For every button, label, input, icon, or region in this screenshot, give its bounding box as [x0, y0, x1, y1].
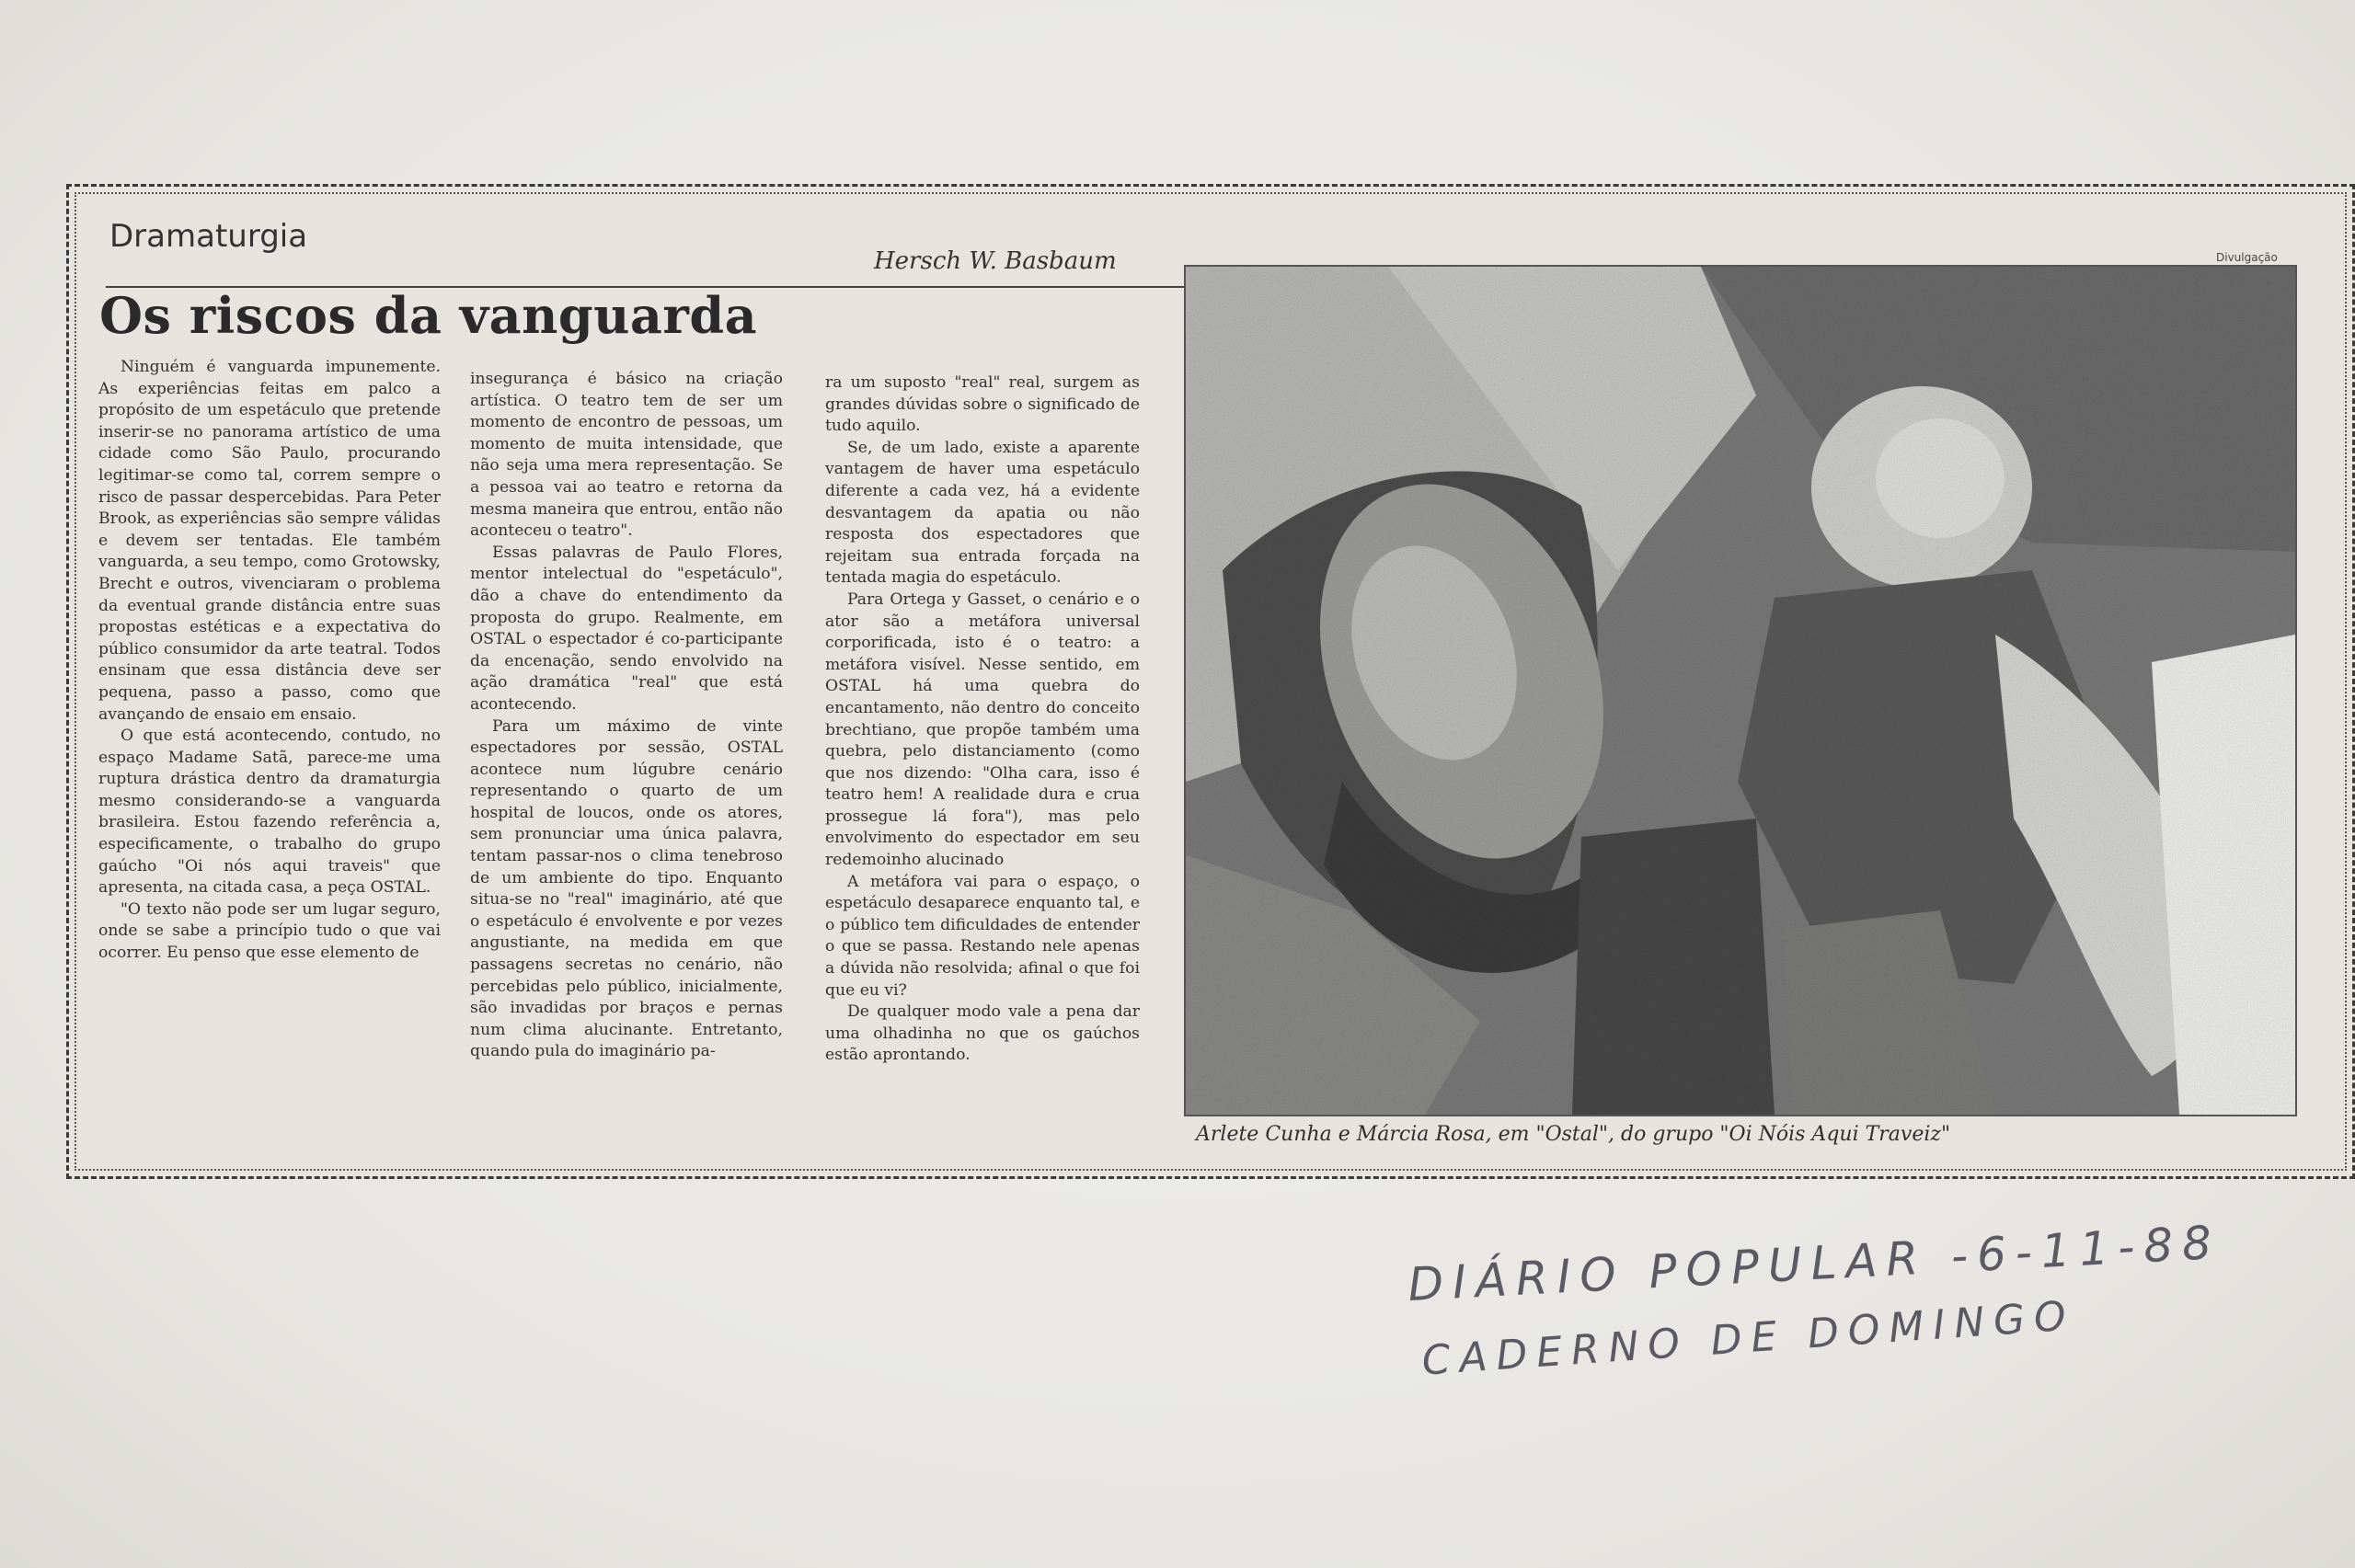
photo-caption: Arlete Cunha e Márcia Rosa, em "Ostal", do grupo "Oi Nóis Aqui Traveiz": [1196, 1123, 1951, 1146]
article-headline: Os riscos da vanguarda: [99, 286, 758, 345]
column-3-paragraph: ra um suposto "real" real, surgem as grandes dúvidas sobre o significado de tudo aquilo.: [825, 373, 1140, 436]
section-title: Dramaturgia: [109, 218, 308, 255]
handwritten-section-note: CADERNO DE DOMINGO: [1420, 1292, 2077, 1385]
column-3-paragraph: A metáfora vai para o espaço, o espetáculo desaparece enquanto tal, e o público tem dificuldades de entender o que se passa. Restando nele apenas a dúvida não resolvida; afinal o que foi que eu vi?: [825, 872, 1140, 1000]
column-1-paragraph: Ninguém é vanguarda impunemente. As experiências feitas em palco a propósito de um espetáculo que pretende inserir-se no panorama artístico de uma cidade como São Paulo, procurando legitimar-se como tal, correm sempre o risco de passar despercebidas. Para Peter Brook, as experiências são sempre válidas e devem ser tentadas. Ele também vanguarda, a seu tempo, como Grotowsky, Brecht e outros, vivenciaram o problema da eventual grande distância entre suas propostas estéticas e a expectativa do público consumidor da arte teatral. Todos ensinam que essa distância deve ser pequena, passo a passo, como que avançando de ensaio em ensaio.: [98, 358, 441, 724]
column-2-paragraph: Para um máximo de vinte espectadores por sessão, OSTAL acontece num lúgubre cenário representando o quarto de um hospital de loucos, onde os atores, sem pronunciar uma única palavra, tentam passar-nos o clima tenebroso de um ambiente do tipo. Enquanto situa-se no "real" imaginário, até que o espetáculo é envolvente e por vezes angustiante, na medida em que passagens secretas no cenário, não percebidas pelo público, inicialmente, são invadidas por braços e pernas num clima alucinante. Entretanto, quando pula do imaginário pa-: [470, 716, 783, 1061]
newspaper-clipping: [66, 184, 2355, 1179]
byline: Hersch W. Basbaum: [874, 247, 1117, 275]
article-column-3: [825, 372, 1140, 1067]
column-3-paragraph: De qualquer modo vale a pena dar uma olhadinha no que os gaúchos estão aprontando.: [825, 1002, 1140, 1065]
column-1-paragraph: O que está acontecendo, contudo, no espaço Madame Satã, parece-me uma ruptura drástica dentro da dramaturgia mesmo considerando-se a vanguarda brasileira. Estou fazendo referência a, especificamente, o trabalho do grupo gaúcho "Oi nós aqui traveis" que apresenta, na citada casa, a peça OSTAL.: [98, 727, 441, 898]
article-column-1: [98, 357, 441, 965]
column-2-paragraph: Essas palavras de Paulo Flores, mentor intelectual do "espetáculo", dão a chave do entendimento da proposta do grupo. Realmente, em OSTAL o espectador é co-participante da encenação, sendo envolvido na ação dramática "real" que está acontecendo.: [470, 543, 783, 714]
column-3-paragraph: Se, de um lado, existe a aparente vantagem de haver uma espetáculo diferente a cada vez, há a evidente desvantagem da apatia ou não resposta dos espectadores que rejeitam sua entrada forçada na tentada magia do espetáculo.: [825, 438, 1140, 588]
article-column-2: [470, 369, 783, 1063]
article-photo: [1184, 265, 2297, 1116]
column-1-paragraph: "O texto não pode ser um lugar seguro, onde se sabe a princípio tudo o que vai ocorrer. Eu penso que esse elemento de: [98, 899, 441, 963]
photo-credit: Divulgação: [2216, 251, 2278, 264]
column-2-paragraph: insegurança é básico na criação artística. O teatro tem de ser um momento de encontro de pessoas, um momento de muita intensidade, que não seja uma mera representação. Se a pessoa vai ao teatro e retorna da mesma maneira que entrou, então não aconteceu o teatro".: [470, 370, 783, 541]
column-3-paragraph: Para Ortega y Gasset, o cenário e o ator são a metáfora universal corporificada, isto é o teatro: a metáfora visível. Nesse sentido, em OSTAL há uma quebra do encantamento, não dentro do conceito brechtiano, que propõe também uma quebra, pelo distanciamento (como que nos dizendo: "Olha cara, isso é teatro hem! A realidade dura e crua prossegue lá fora"), mas pelo envolvimento do espectador em seu redemoinho alucinado: [825, 589, 1140, 870]
handwritten-source-note: DIÁRIO POPULAR -6-11-88: [1407, 1215, 2223, 1312]
